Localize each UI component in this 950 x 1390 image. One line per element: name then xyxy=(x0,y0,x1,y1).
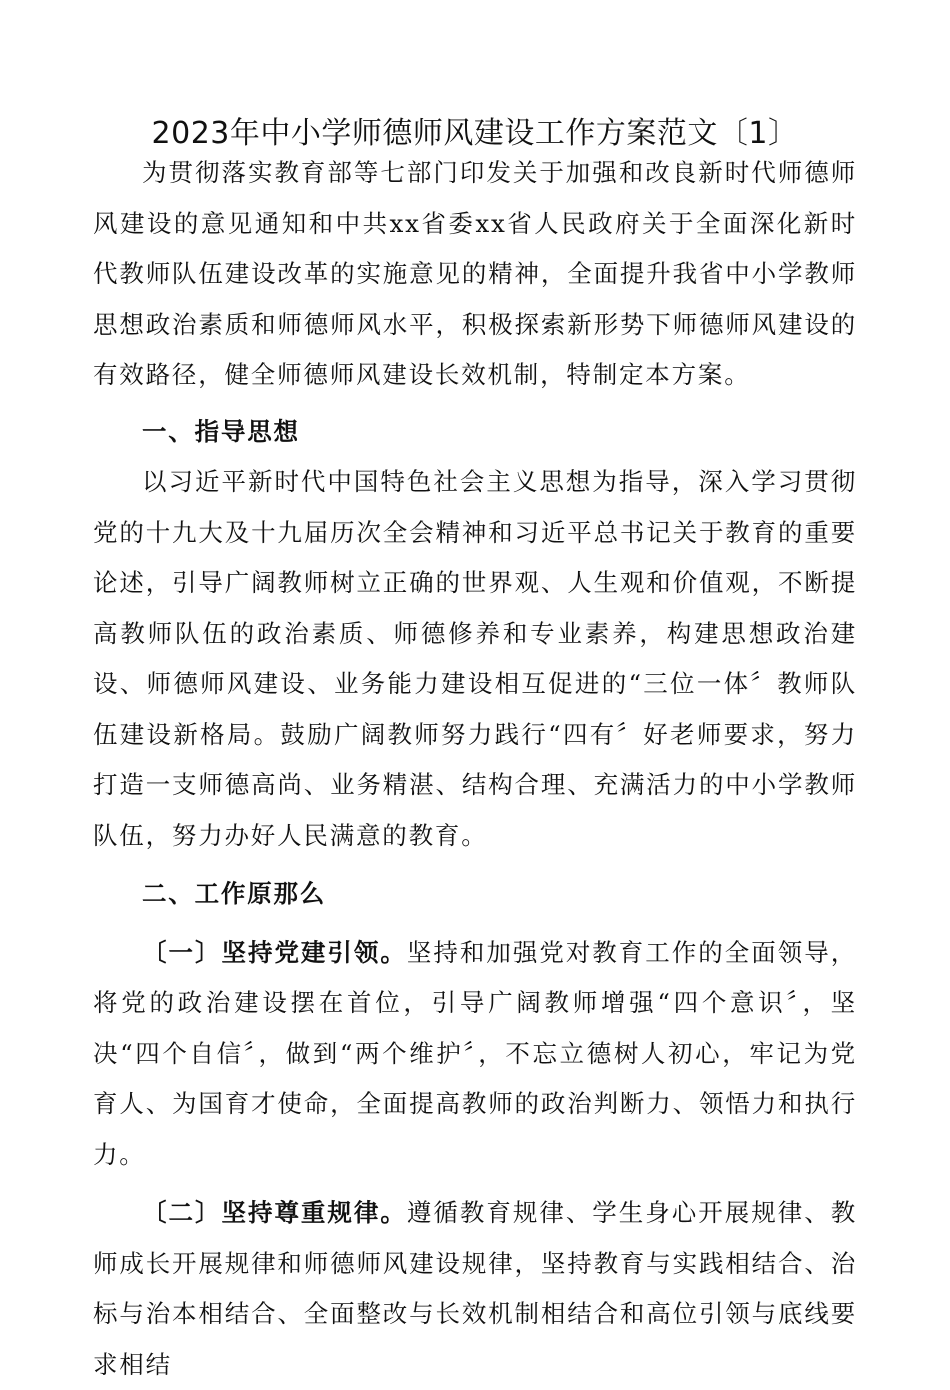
section-heading-work-principles: 二、工作原那么 xyxy=(142,879,327,908)
principle-text: 遵循教育规律、学生身心开展规律、教师成长开展规律和师德师风建设规律，坚持教育与实践相结合、治标与治本相结合、全面整改与长效机制相结合和高位引领与底线要求相结 xyxy=(93,1198,857,1379)
principle-item xyxy=(93,1188,857,1390)
principle-item xyxy=(93,928,857,1181)
principle-lead: 〔一〕坚持党建引领。 xyxy=(142,937,407,967)
guiding-ideology-paragraph: 以习近平新时代中国特色社会主义思想为指导，深入学习贯彻党的十九大及十九届历次全会精神和习近平总书记关于教育的重要论述，引导广阔教师树立正确的世界观、人生观和价值观，不断提高教师队伍的政治素质、师德修养和专业素养，构建思想政治建设、师德师风建设、业务能力建设相互促进的“三位一体〞教师队伍建设新格局。鼓励广阔教师努力践行“四有〞好老师要求，努力打造一支师德高尚、业务精湛、结构合理、充满活力的中小学教师队伍，努力办好人民满意的教育。 xyxy=(93,467,857,850)
section-heading-guiding-ideology: 一、指导思想 xyxy=(142,416,300,446)
principle-lead: 〔二〕坚持尊重规律。 xyxy=(142,1198,407,1227)
document-title: 2023年中小学师德师风建设工作方案范文〔1〕 xyxy=(151,116,799,151)
principle-text: 坚持和加强党对教育工作的全面领导，将党的政治建设摆在首位，引导广阔教师增强“四个意识〞，坚决“四个自信〞，做到“两个维护〞，不忘立德树人初心，牢记为党育人、为国育才使命，全面提高教师的政治判断力、领悟力和执行力。 xyxy=(93,937,857,1169)
intro-paragraph: 为贯彻落实教育部等七部门印发关于加强和改良新时代师德师风建设的意见通知和中共xx省委xx省人民政府关于全面深化新时代教师队伍建设改革的实施意见的精神，全面提升我省中小学教师思想政治素质和师德师风水平，积极探索新形势下师德师风建设的有效路径，健全师德师风建设长效机制，特制定本方案。 xyxy=(93,158,857,389)
document-body xyxy=(93,148,857,1390)
